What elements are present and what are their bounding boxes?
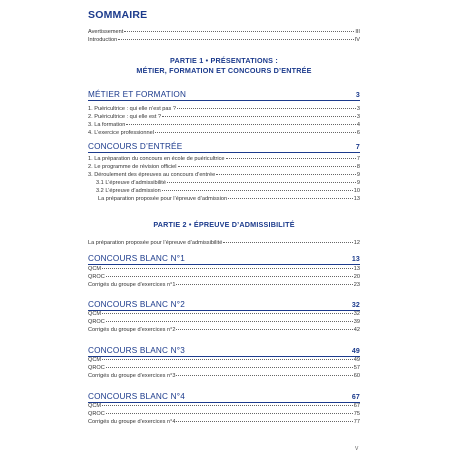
toc-entry[interactable] [88,180,360,187]
entry-label: 3. La formation [88,122,126,128]
leader-dots [176,375,352,376]
toc-entry[interactable] [88,29,360,36]
entry-label: QCM [88,357,102,363]
section-title: CONCOURS D’ENTRÉE [88,142,183,151]
entry-page: 9 [356,180,360,186]
section-title: CONCOURS BLANC N°1 [88,254,185,263]
leader-dots [162,116,356,117]
entry-label: Corrigés du groupe d’exercices n°1 [88,282,176,288]
entry-page: 7 [356,156,360,162]
leader-dots [176,284,352,285]
part-heading-line: PARTIE 1 • PRÉSENTATIONS : [170,56,278,65]
entry-label: QROC [88,274,105,280]
page-title: SOMMAIRE [88,9,148,21]
entry-page: 12 [353,240,360,246]
section-title: CONCOURS BLANC N°3 [88,346,185,355]
toc-entry[interactable] [88,411,360,418]
section-heading[interactable] [88,300,360,311]
entry-page: 49 [353,357,360,363]
toc-entry[interactable] [88,164,360,171]
section-heading[interactable] [88,254,360,265]
entry-label: QROC [88,319,105,325]
entry-label: La préparation proposée pour l’épreuve d’admission [98,196,228,202]
toc-entry[interactable] [88,188,360,195]
leader-dots [102,268,353,269]
entry-label: 2. Puéricultrice : qui elle est ? [88,114,162,120]
entry-label: 3.2 L’épreuve d’admission [96,188,161,194]
section-page: 7 [355,144,360,151]
leader-dots [126,124,356,125]
entry-label: 3.1 L’épreuve d’admissibilité [96,180,166,186]
entry-page: 3 [356,114,360,120]
leader-dots [106,367,353,368]
entry-label: QCM [88,403,102,409]
section-title: CONCOURS BLANC N°4 [88,392,185,401]
entry-label: Corrigés du groupe d’exercices n°2 [88,327,176,333]
section-heading[interactable] [88,142,360,153]
section-page: 49 [351,348,360,355]
entry-label: Introduction [88,37,118,43]
leader-dots [106,413,353,414]
entry-label: 1. Puéricultrice : qui elle n’est pas ? [88,106,176,112]
entry-label: 2. Le programme de révision officiel [88,164,177,170]
section-heading[interactable] [88,346,360,357]
leader-dots [228,198,353,199]
entry-page: IV [354,37,360,43]
toc-entry[interactable] [88,196,360,203]
section-title: MÉTIER ET FORMATION [88,90,187,99]
toc-entry[interactable] [88,419,360,426]
leader-dots [167,182,356,183]
toc-entry[interactable] [88,122,360,129]
entry-label: QROC [88,365,105,371]
leader-dots [106,321,353,322]
toc-entry[interactable] [88,282,360,289]
toc-entry[interactable] [88,130,360,137]
leader-dots [102,405,353,406]
toc-entry[interactable] [88,172,360,179]
toc-entry[interactable] [88,274,360,281]
entry-page: 3 [356,106,360,112]
entry-page: 20 [353,274,360,280]
toc-entry[interactable] [88,311,360,318]
entry-label: Corrigés du groupe d’exercices n°3 [88,373,176,379]
leader-dots [216,174,356,175]
entry-label: QROC [88,411,105,417]
toc-entry[interactable] [88,403,360,410]
leader-dots [106,276,353,277]
entry-label: QCM [88,266,102,272]
section-page: 13 [351,256,360,263]
entry-page: 9 [356,172,360,178]
toc-entry[interactable] [88,156,360,163]
entry-label: 4. L’exercice professionnel [88,130,154,136]
toc-entry[interactable] [88,327,360,334]
entry-page: III [355,29,360,35]
page-number: V [355,446,359,452]
entry-page: 6 [356,130,360,136]
toc-entry[interactable] [88,357,360,364]
section-heading[interactable] [88,392,360,403]
leader-dots [177,108,356,109]
entry-label: 1. La préparation du concours en école de puéricultrice [88,156,225,162]
part-heading-line: PARTIE 2 • ÉPREUVE D’ADMISSIBILITÉ [153,220,295,229]
toc-entry[interactable] [88,365,360,372]
entry-page: 60 [353,373,360,379]
section-page: 32 [351,302,360,309]
toc-entry[interactable] [88,373,360,380]
leader-dots [124,31,354,32]
entry-label: 3. Déroulement des épreuves au concours d’entrée [88,172,216,178]
entry-page: 4 [356,122,360,128]
entry-label: Corrigés du groupe d’exercices n°4 [88,419,176,425]
toc-entry[interactable] [88,240,360,247]
toc-entry[interactable] [88,37,360,44]
section-title: CONCOURS BLANC N°2 [88,300,185,309]
entry-label: Avertissement [88,29,124,35]
entry-page: 67 [353,403,360,409]
entry-page: 10 [353,188,360,194]
leader-dots [162,190,353,191]
leader-dots [226,158,356,159]
toc-entry[interactable] [88,319,360,326]
section-page: 3 [355,92,360,99]
entry-label: La préparation proposée pour l’épreuve d’admissibilité [88,240,223,246]
entry-page: 39 [353,319,360,325]
section-page: 67 [351,394,360,401]
entry-page: 32 [353,311,360,317]
toc-entry[interactable] [88,114,360,121]
leader-dots [155,132,356,133]
entry-page: 75 [353,411,360,417]
part-heading-line: MÉTIER, FORMATION ET CONCOURS D’ENTRÉE [136,66,312,75]
section-heading[interactable] [88,90,360,101]
entry-page: 13 [353,266,360,272]
entry-page: 8 [356,164,360,170]
entry-page: 23 [353,282,360,288]
entry-page: 77 [353,419,360,425]
leader-dots [223,242,352,243]
toc-entry[interactable] [88,106,360,113]
entry-label: QCM [88,311,102,317]
leader-dots [102,313,353,314]
entry-page: 57 [353,365,360,371]
leader-dots [178,166,356,167]
entry-page: 42 [353,327,360,333]
leader-dots [176,329,352,330]
leader-dots [176,421,352,422]
entry-page: 13 [353,196,360,202]
leader-dots [102,359,353,360]
leader-dots [118,39,353,40]
toc-entry[interactable] [88,266,360,273]
